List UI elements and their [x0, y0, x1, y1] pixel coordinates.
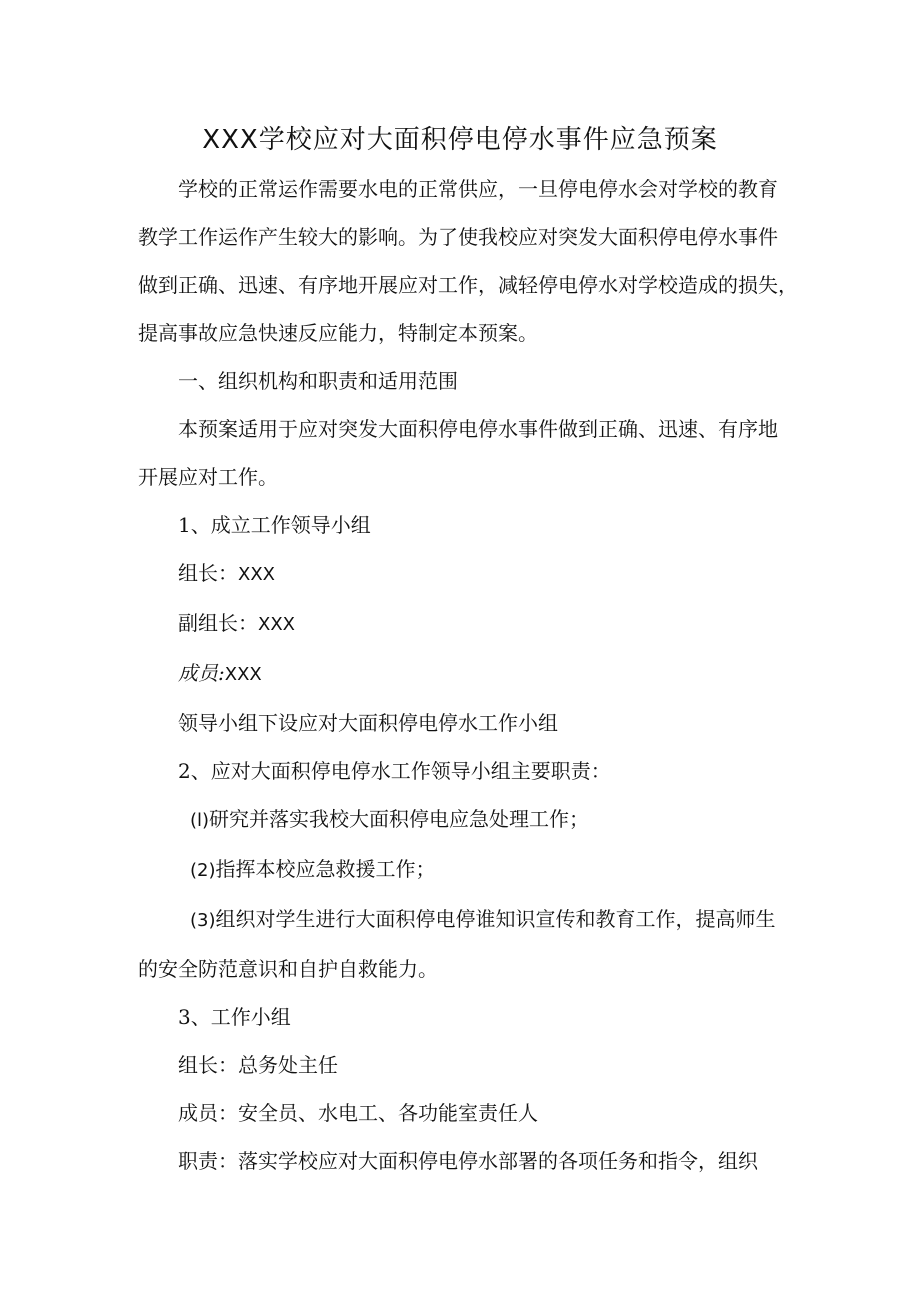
document-body [138, 165, 798, 1185]
duty-1-number: (l) [190, 810, 210, 831]
deputy-line [138, 599, 798, 649]
item1-heading: 1、成立工作领导小组 [178, 513, 371, 537]
intro-line-3: 做到正确、迅速、有序地开展应对工作，减轻停电停水对学校造成的损失， [138, 273, 798, 297]
duty-1-text: 研究并落实我校大面积停电应急处理工作； [209, 807, 590, 831]
members-value: XXX [224, 664, 262, 685]
work-members: 成员：安全员、水电工、各功能室责任人 [178, 1101, 538, 1125]
leader-line [138, 549, 798, 599]
intro-line-1: 学校的正常运作需要水电的正常供应，一旦停电停水会对学校的教育 [178, 177, 778, 201]
work-leader: 组长：总务处主任 [178, 1053, 338, 1077]
duty-3-number: (3) [190, 910, 216, 931]
item3-heading: 3、工作小组 [178, 1005, 291, 1029]
work-duty: 职责：落实学校应对大面积停电停水部署的各项任务和指令，组织 [178, 1149, 758, 1173]
duty-3-text: 组织对学生进行大面积停电停谁知识宣传和教育工作，提高师生 [215, 907, 776, 931]
leader-label: 组长： [178, 561, 238, 585]
duty-2-text: 指挥本校应急救援工作； [215, 857, 436, 881]
scope-line-1: 本预案适用于应对突发大面积停电停水事件做到正确、迅速、有序地 [178, 417, 778, 441]
item2-heading: 2、应对大面积停电停水工作领导小组主要职责： [178, 759, 611, 783]
deputy-label: 副组长： [178, 611, 258, 635]
subgroup-note: 领导小组下设应对大面积停电停水工作小组 [178, 711, 558, 735]
duty-3-continuation: 的安全防范意识和自护自救能力。 [138, 957, 438, 981]
members-line [138, 649, 798, 699]
deputy-value: XXX [258, 614, 295, 635]
duty-2-number: (2) [190, 860, 216, 881]
section1-heading: 一、组织机构和职责和适用范围 [178, 369, 458, 393]
members-label: 成员: [178, 661, 225, 685]
scope-line-2: 开展应对工作。 [138, 465, 278, 489]
intro-line-2: 教学工作运作产生较大的影响。为了使我校应对突发大面积停电停水事件 [138, 225, 778, 249]
document-title: XXX学校应对大面积停电停水事件应急预案 [202, 125, 718, 155]
duty-1 [138, 795, 798, 845]
leader-value: XXX [238, 564, 275, 585]
duty-3 [138, 895, 798, 945]
duty-2 [138, 845, 798, 895]
intro-line-4: 提高事故应急快速反应能力，特制定本预案。 [138, 321, 538, 345]
